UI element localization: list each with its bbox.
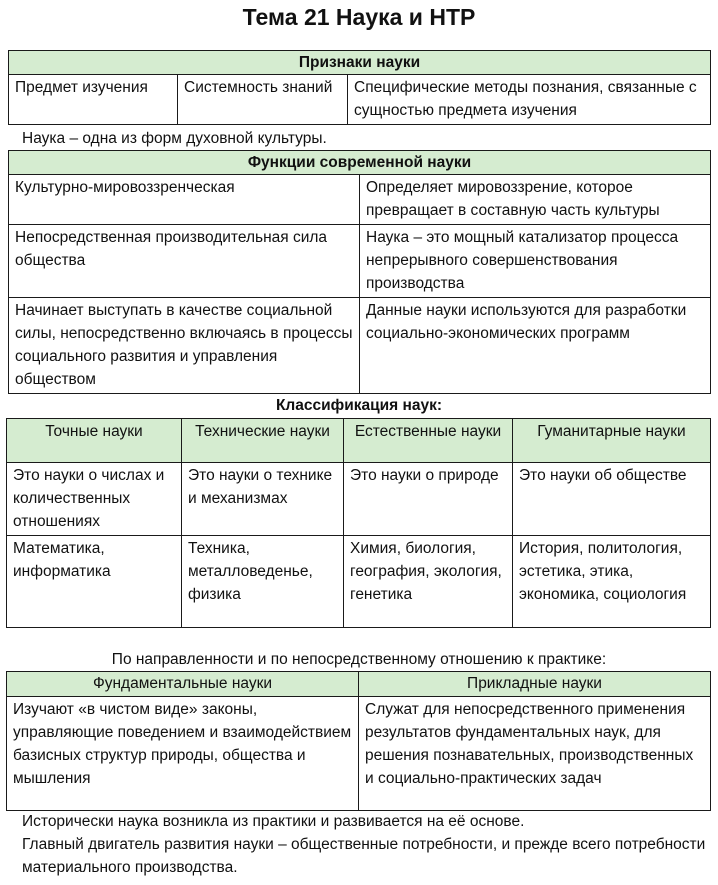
class-examples: Химия, биология, география, экология, генетика [344, 536, 513, 628]
sign-methods: Специфические методы познания, связанные с сущностью предмета изучения [348, 75, 711, 125]
page-title: Тема 21 Наука и НТР [242, 4, 476, 30]
class-col-technical: Технические науки [182, 419, 344, 463]
practice-fundamental-description: Изучают «в чистом виде» законы, управляющие поведением и взаимодействием базисных структур природы, общества и мышления [7, 697, 359, 811]
practice-applied-description: Служат для непосредственного применения результатов фундаментальных наук, для решения познавательных, производственных и социально-практических задач [359, 697, 711, 811]
functions-header: Функции современной науки [9, 151, 711, 175]
class-definition: Это науки об обществе [513, 463, 711, 536]
function-description: Наука – это мощный катализатор процесса непрерывного совершенствования производства [360, 225, 711, 298]
science-note: Наука – одна из форм духовной культуры. [22, 130, 327, 147]
class-definition: Это науки о технике и механизмах [182, 463, 344, 536]
practice-table [6, 671, 711, 811]
closing-line-2: Главный двигатель развития науки – общественные потребности, и прежде всего потребности материального производства. [22, 836, 706, 876]
function-name: Начинает выступать в качестве социальной силы, непосредственно включаясь в процессы социального развития и управления обществом [9, 298, 360, 394]
signs-table [8, 50, 711, 125]
classification-table [6, 418, 711, 628]
practice-title: По направленности и по непосредственному отношению к практике: [111, 651, 607, 668]
class-col-natural: Естественные науки [344, 419, 513, 463]
practice-col-fundamental: Фундаментальные науки [7, 672, 359, 697]
function-description: Определяет мировоззрение, которое превращает в составную часть культуры [360, 175, 711, 225]
sign-system: Системность знаний [178, 75, 348, 125]
class-col-exact: Точные науки [7, 419, 182, 463]
practice-col-applied: Прикладные науки [359, 672, 711, 697]
class-examples: История, политология, эстетика, этика, экономика, социология [513, 536, 711, 628]
function-name: Непосредственная производительная сила общества [9, 225, 360, 298]
functions-table [8, 150, 711, 394]
function-name: Культурно-мировоззренческая [9, 175, 360, 225]
closing-line-1: Исторически наука возникла из практики и развивается на её основе. [22, 813, 525, 830]
function-description: Данные науки используются для разработки социально-экономических программ [360, 298, 711, 394]
class-examples: Техника, металловеденье, физика [182, 536, 344, 628]
class-examples: Математика, информатика [7, 536, 182, 628]
sign-subject: Предмет изучения [9, 75, 178, 125]
class-definition: Это науки о природе [344, 463, 513, 536]
class-definition: Это науки о числах и количественных отношениях [7, 463, 182, 536]
class-col-humanities: Гуманитарные науки [513, 419, 711, 463]
classification-title: Классификация наук: [275, 397, 443, 414]
signs-header: Признаки науки [9, 51, 711, 75]
